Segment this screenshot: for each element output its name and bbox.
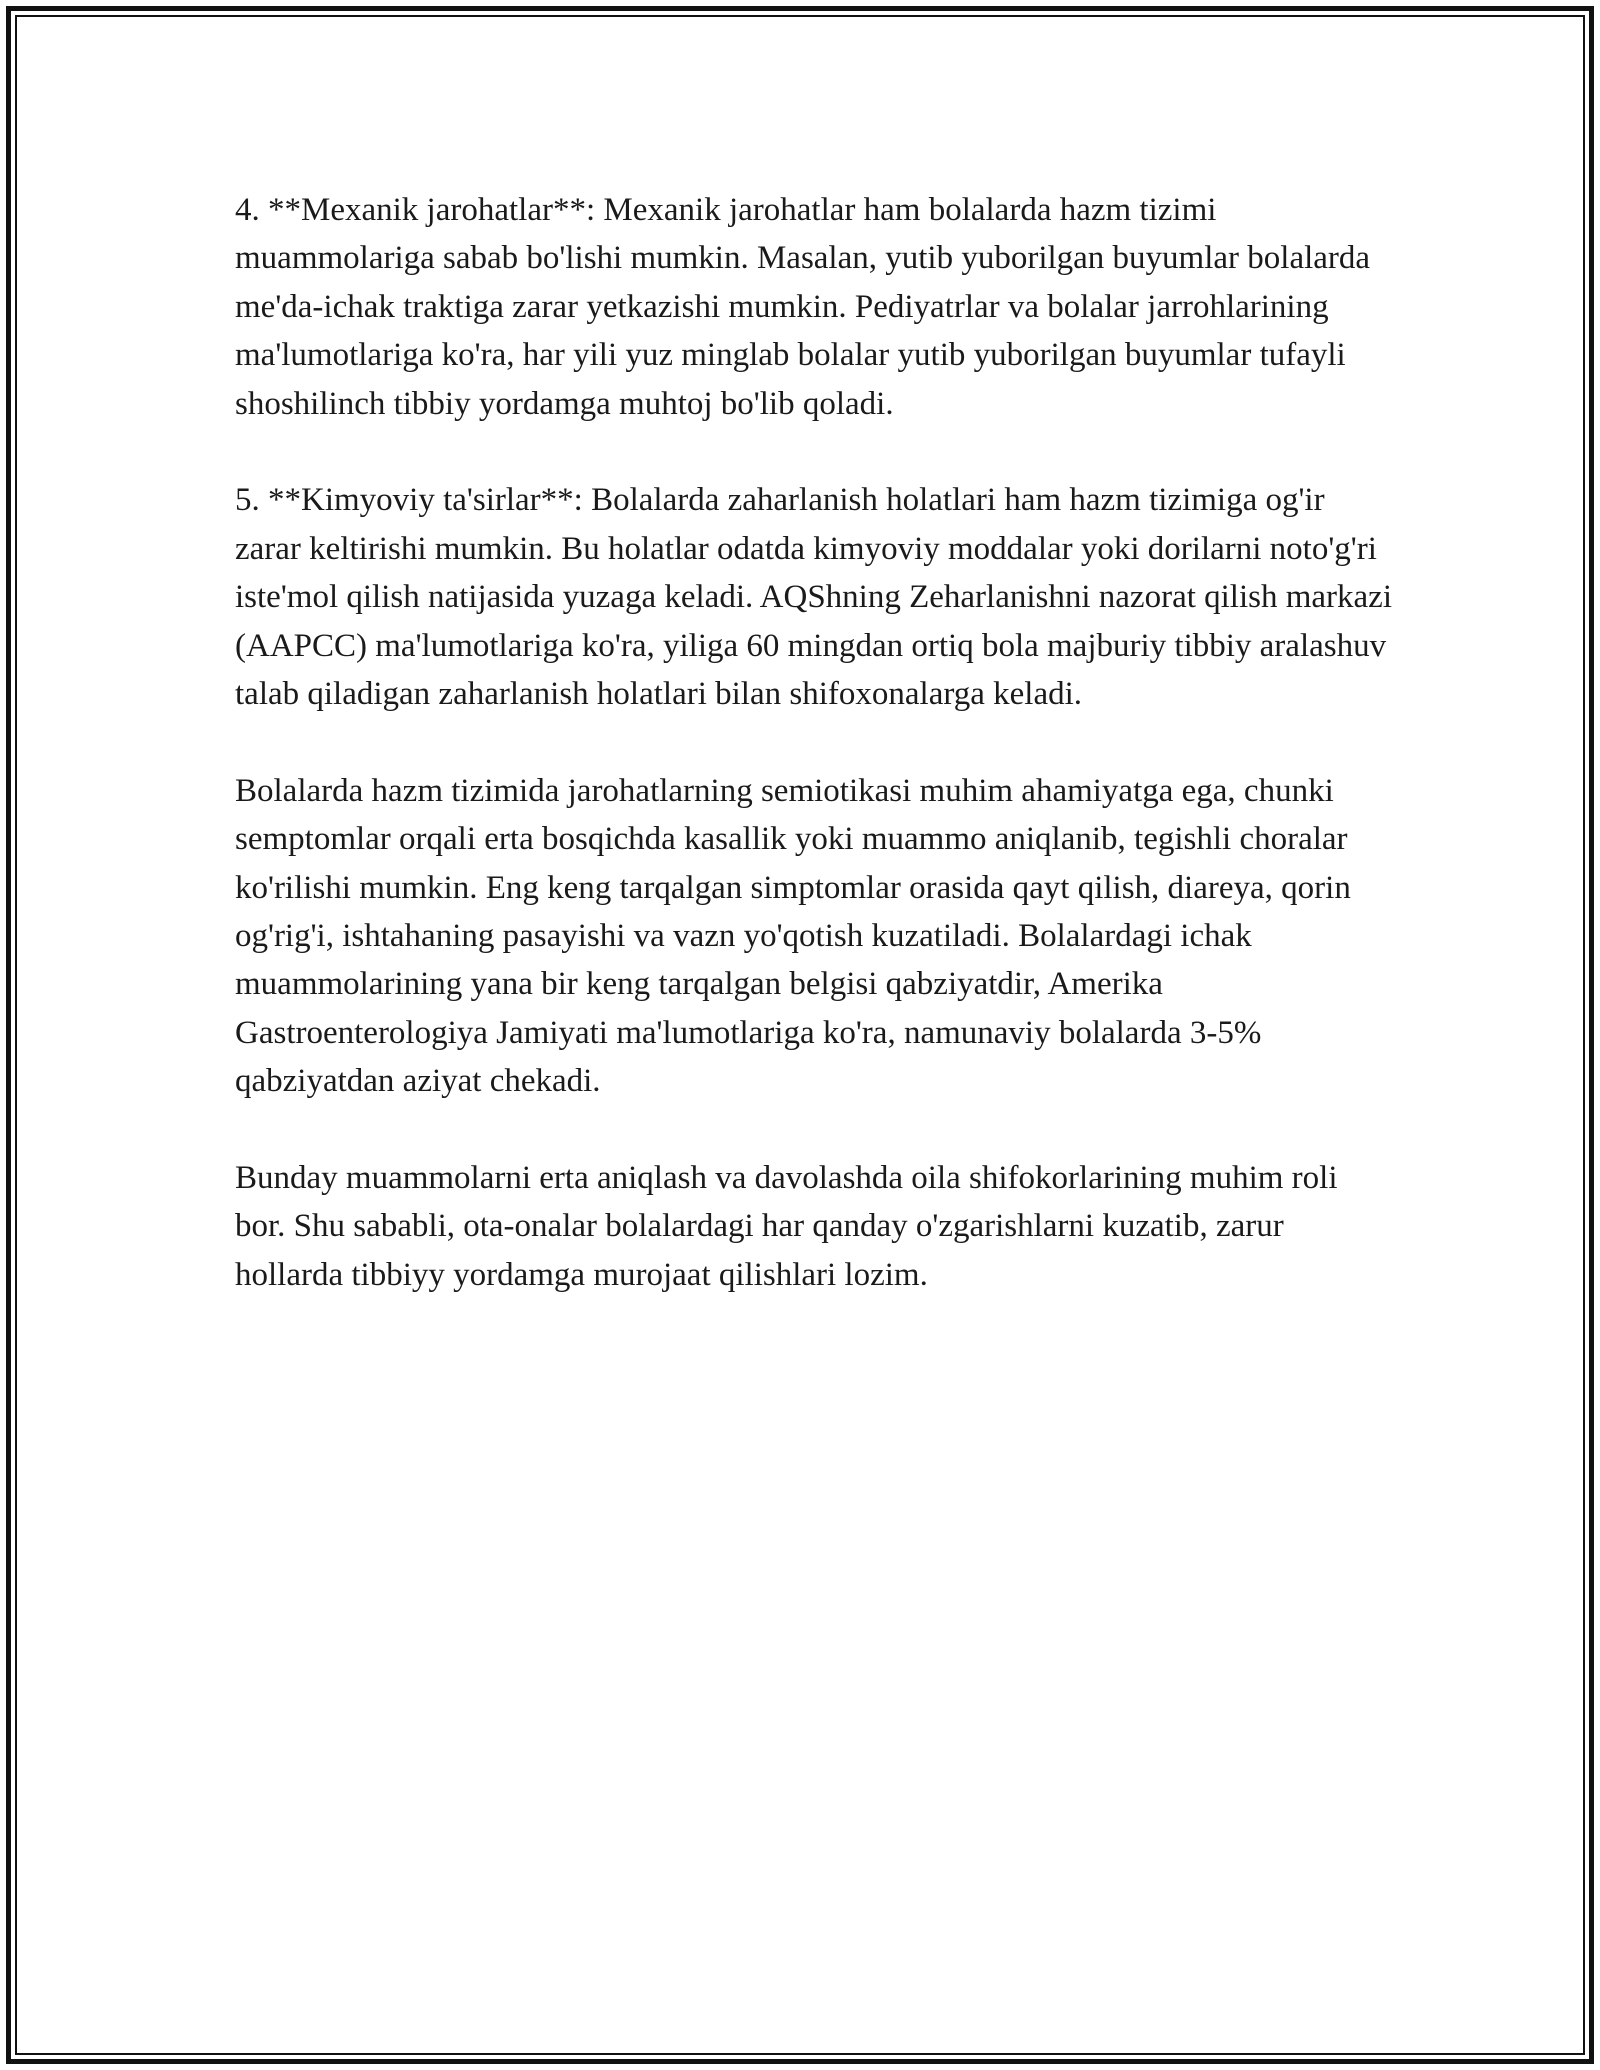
paragraph-semiotics: Bolalarda hazm tizimida jarohatlarning semiotikasi muhim ahamiyatga ega, chunki semptomlar orqali erta bosqichda kasallik yoki muammo aniqlanib, tegishli choralar ko'rilishi mumkin. Eng keng tarqalgan simptomlar orasida qayt qilish, diareya, qorin og'rig'i, ishtahaning pasayishi va vazn yo'qotish kuzatiladi. Bolalardagi ichak muammolarining yana bir keng tarqalgan belgisi qabziyatdir, Amerika Gastroenterologiya Jamiyati ma'lumotlariga ko'ra, namunaviy bolalarda 3-5% qabziyatdan aziyat chekadi. <box>235 772 1351 1100</box>
document-body <box>235 186 1395 1348</box>
paragraph-mechanical-injuries: 4. **Mexanik jarohatlar**: Mexanik jarohatlar ham bolalarda hazm tizimi muammolariga sabab bo'lishi mumkin. Masalan, yutib yuborilgan buyumlar bolalarda me'da-ichak traktiga zarar yetkazishi mumkin. Pediyatrlar va bolalar jarrohlarining ma'lumotlariga ko'ra, har yili yuz minglab bolalar yutib yuborilgan buyumlar tufayli shoshilinch tibbiy yordamga muhtoj bo'lib qoladi. <box>235 192 1371 422</box>
paragraph-conclusion: Bunday muammolarni erta aniqlash va davolashda oila shifokorlarining muhim roli bor. Shu sababli, ota-onalar bolalardagi har qanday o'zgarishlarni kuzatib, zarur hollarda tibbiyy yordamga murojaat qilishlari lozim. <box>235 1160 1338 1293</box>
paragraph-chemical-effects: 5. **Kimyoviy ta'sirlar**: Bolalarda zaharlanish holatlari ham hazm tizimiga og'ir zarar keltirishi mumkin. Bu holatlar odatda kimyoviy moddalar yoki dorilarni noto'g'ri iste'mol qilish natijasida yuzaga keladi. AQShning Zeharlanishni nazorat qilish markazi (AAPCC) ma'lumotlariga ko'ra, yiliga 60 mingdan ortiq bola majburiy tibbiy aralashuv talab qiladigan zaharlanish holatlari bilan shifoxonalarga keladi. <box>235 482 1392 713</box>
